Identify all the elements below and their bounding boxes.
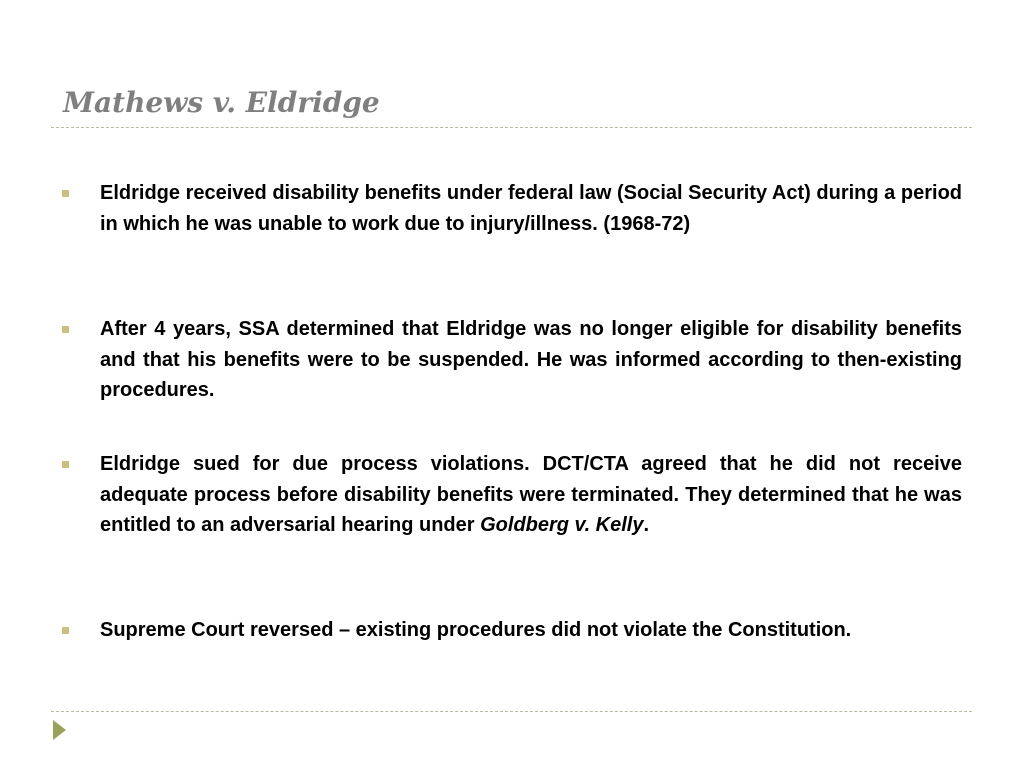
next-arrow-icon[interactable] bbox=[53, 720, 66, 740]
bullet-text: After 4 years, SSA determined that Eldridge was no longer eligible for disability benefits and that his benefits were to be suspended. He was informed according to then-existing procedures. bbox=[100, 318, 962, 401]
case-citation: Goldberg v. Kelly bbox=[480, 514, 644, 536]
square-bullet-icon bbox=[62, 190, 69, 197]
square-bullet-icon bbox=[62, 326, 69, 333]
bullet-text: Supreme Court reversed – existing procedures did not violate the Constitution. bbox=[100, 619, 852, 641]
bullet-text-end: . bbox=[643, 514, 650, 536]
bullet-text: Eldridge received disability benefits under federal law (Social Security Act) during a period in which he was unable to work due to injury/illness. (1968-72) bbox=[100, 182, 962, 235]
bullet-text-body: Eldridge sued for due process violations. DCT/CTA agreed that he did not receive adequate process before disability benefits were terminated. They determined that he was entitled to an adversarial hearing under bbox=[100, 453, 962, 536]
slide-title: Mathews v. Eldridge bbox=[63, 86, 380, 119]
bullet-text bbox=[100, 449, 962, 541]
square-bullet-icon bbox=[62, 461, 69, 468]
square-bullet-icon bbox=[62, 627, 69, 634]
title-divider bbox=[51, 127, 972, 128]
footer-divider bbox=[51, 711, 972, 712]
